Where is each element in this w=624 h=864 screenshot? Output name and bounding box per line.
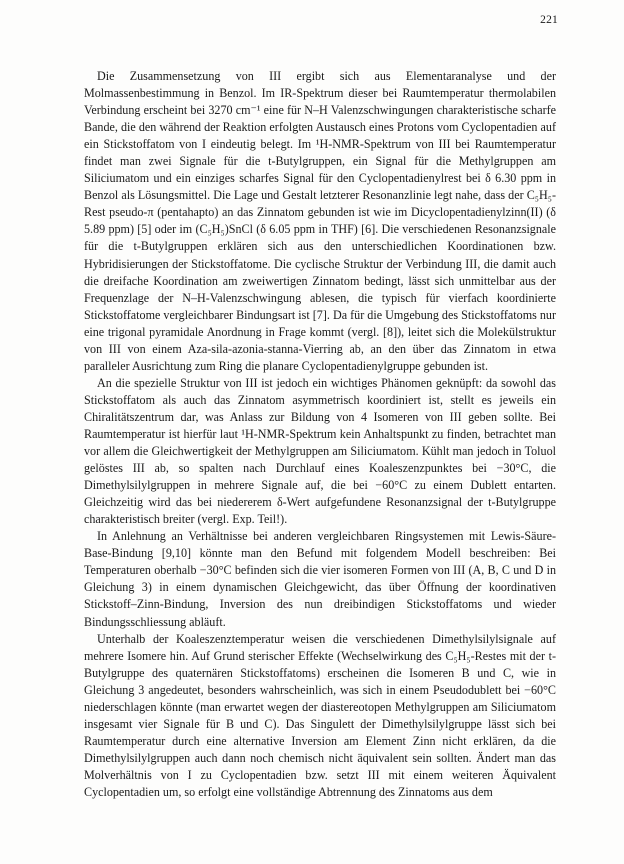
paragraph: An die spezielle Struktur von III ist jedoch ein wichtiges Phänomen geknüpft: da sowohl das Stickstoffatom als auch das Zinnatom asymmetrisch koordiniert ist, stellt es jeweils ein Chiralitätszentrum dar, was Anlass zur Bildung von 4 Isomeren von III geben sollte. Bei Raumtemperatur ist hierfür laut ¹H-NMR-Spektrum kein Anhaltspunkt zu finden, betrachtet man vor allem die Gleichwertigkeit der Methylgruppen am Siliciumatom. Kühlt man jedoch in Toluol gelöstes III ab, so spalten nach Durchlauf eines Koaleszenzpunktes bei −30°C, die Dimethylsilylgruppen in mehrere Signale auf, die bei −60°C zu einem Dublett entarten. Gleichzeitig wird das bei niedererem δ-Wert aufgefundene Resonanzsignal der t-Butylgruppe charakteristisch breiter (vergl. Exp. Teil!). <box>84 375 556 527</box>
paragraph: In Anlehnung an Verhältnisse bei anderen vergleichbaren Ringsystemen mit Lewis-Säure-Base-Bindung [9,10] könnte man den Befund mit folgendem Modell beschreiben: Bei Temperaturen oberhalb −30°C befinden sich die vier isomeren Formen von III (A, B, C und D in Gleichung 3) in einem dynamischen Gleichgewicht, das über Öffnung der koordinativen Stickstoff–Zinn-Bindung, Inversion des nun dreibindigen Stickstoffatoms und wieder Bindungsschliessung abläuft. <box>84 529 556 629</box>
page-number: 221 <box>540 14 558 26</box>
paragraph: Unterhalb der Koaleszenztemperatur weisen die verschiedenen Dimethylsilylsignale auf mehrere Isomere hin. Auf Grund sterischer Effekte (Wechselwirkung des C₅H₅-Restes mit der t-Butylgruppe des quaternären Stickstoffatoms) erscheinen die Isomeren B und C, wie in Gleichung 3 angedeutet, besonders wahrscheinlich, was sich in einem Pseudodublett bei −60°C niederschlagen könnte (man erwartet wegen der diastereotopen Methylgruppen am Siliciumatom insgesamt vier Signale für B und C). Das Singulett der Dimethylsilylgruppe lässt sich bei Raumtemperatur durch eine alternative Inversion am Element Zinn nicht erklären, da die Dimethylsilylgruppen auch dann noch chemisch nicht äquivalent sein sollten. Ändert man das Molverhältnis von I zu Cyclopentadien bzw. setzt III mit einem weiteren Äquivalent Cyclopentadien um, so erfolgt eine vollständige Abtrennung des Zinnatoms aus dem <box>84 631 556 799</box>
paragraph: Die Zusammensetzung von III ergibt sich aus Elementaranalyse und der Molmassenbestimmung in Benzol. Im IR-Spektrum dieser bei Raumtemperatur thermolabilen Verbindung erscheint bei 3270 cm⁻¹ eine für N–H Valenzschwingungen charakteristische scharfe Bande, die den während der Reaktion erfolgten Austausch eines Protons vom Cyclopentadien auf ein Stickstoffatom von I eindeutig belegt. Im ¹H-NMR-Spektrum von III bei Raumtemperatur findet man zwei Signale für die t-Butylgruppen, ein Signal für die Methylgruppen am Siliciumatom und ein einziges scharfes Signal für den Cyclopentadienylrest bei δ 6.30 ppm in Benzol als Lösungsmittel. Die Lage und Gestalt letzterer Resonanzlinie legt nahe, dass der C₅H₅-Rest pseudo-π (pentahapto) an das Zinnatom gebunden ist wie im Dicyclopentadienylzinn(II) (δ 5.89 ppm) [5] oder im (C₅H₅)SnCl (δ 6.05 ppm in THF) [6]. Die verschiedenen Resonanzsignale für die t-Butylgruppen erklären sich aus den unterschiedlichen Koordinationen bzw. Hybridisierungen der Stickstoffatome. Die cyclische Struktur der Verbindung III, die damit auch die dreifache Koordination am zweiwertigen Zinnatom bedingt, lässt sich unmittelbar aus der Frequenzlage der N–H-Valenzschwingung ablesen, die typisch für vierfach koordinierte Stickstoffatome vergleichbarer Bindungsart ist [7]. Da für die Umgebung des Stickstoffatoms nur eine trigonal pyramidale Anordnung in Frage kommt (vergl. [8]), leitet sich die Molekülstruktur von III von einem Aza-sila-azonia-stanna-Vierring ab, an den über das Zinnatom in etwa paralleler Ausrichtung zum Ring die planare Cyclopentadienylgruppe gebunden ist. <box>84 69 556 373</box>
body-text <box>84 68 556 801</box>
